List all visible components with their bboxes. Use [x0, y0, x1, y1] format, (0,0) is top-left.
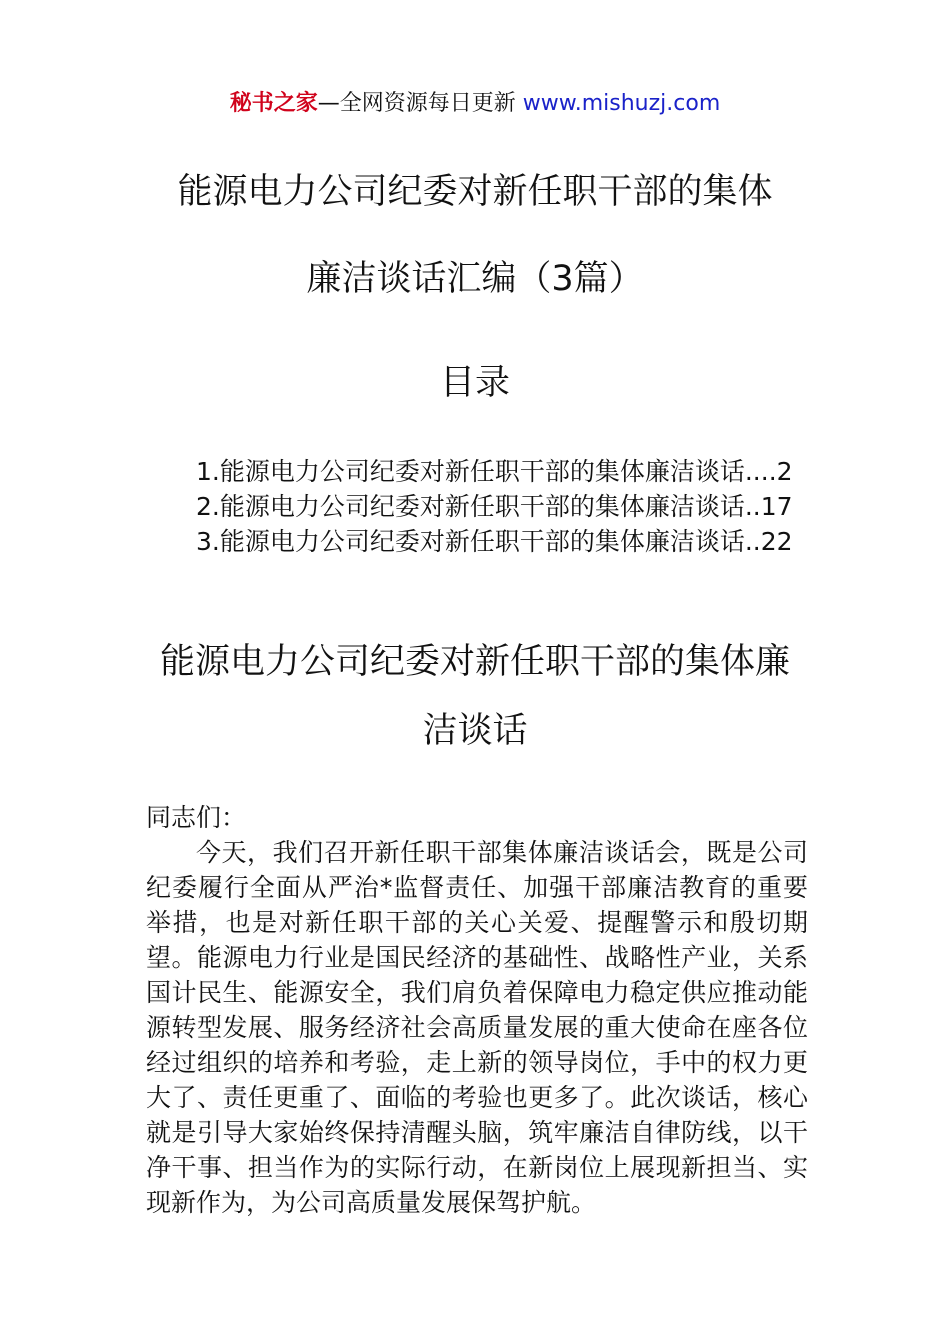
document-title-line-1: 能源电力公司纪委对新任职干部的集体 [177, 172, 773, 212]
toc-item-1[interactable]: 1.能源电力公司纪委对新任职干部的集体廉洁谈话....2 [196, 457, 793, 486]
toc-item-3[interactable]: 3.能源电力公司纪委对新任职干部的集体廉洁谈话..22 [196, 527, 793, 556]
table-of-contents [196, 454, 816, 559]
toc-heading: 目录 [439, 363, 510, 403]
body-paragraph: 今天，我们召开新任职干部集体廉洁谈话会，既是公司纪委履行全面从严治*监督责任、加强干部廉洁教育的重要举措，也是对新任职干部的关心关爱、提醒警示和殷切期望。能源电力行业是国民经济的基础性、战略性产业，关系国计民生、能源安全，我们肩负着保障电力稳定供应推动能源转型发展、服务经济社会高质量发展的重大使命在座各位经过组织的培养和考验，走上新的领导岗位，手中的权力更大了、责任更重了、面临的考验也更多了。此次谈话，核心就是引导大家始终保持清醒头脑，筑牢廉洁自律防线，以干净干事、担当作为的实际行动，在新岗位上展现新担当、实现新作为，为公司高质量发展保驾护航。 [146, 838, 808, 1217]
site-header [0, 88, 950, 120]
body-text [146, 800, 808, 1220]
toc-item-2[interactable]: 2.能源电力公司纪委对新任职干部的集体廉洁谈话..17 [196, 492, 793, 521]
site-url-link[interactable]: www.mishuzj.com [522, 91, 721, 116]
site-tagline: —全网资源每日更新 [317, 91, 523, 116]
site-brand: 秘书之家 [229, 91, 318, 116]
document-title-line-2: 廉洁谈话汇编（3篇） [306, 259, 644, 299]
section-title-line-1: 能源电力公司纪委对新任职干部的集体廉 [159, 642, 790, 682]
section-title-line-2: 洁谈话 [422, 711, 528, 751]
greeting: 同志们： [146, 803, 247, 832]
